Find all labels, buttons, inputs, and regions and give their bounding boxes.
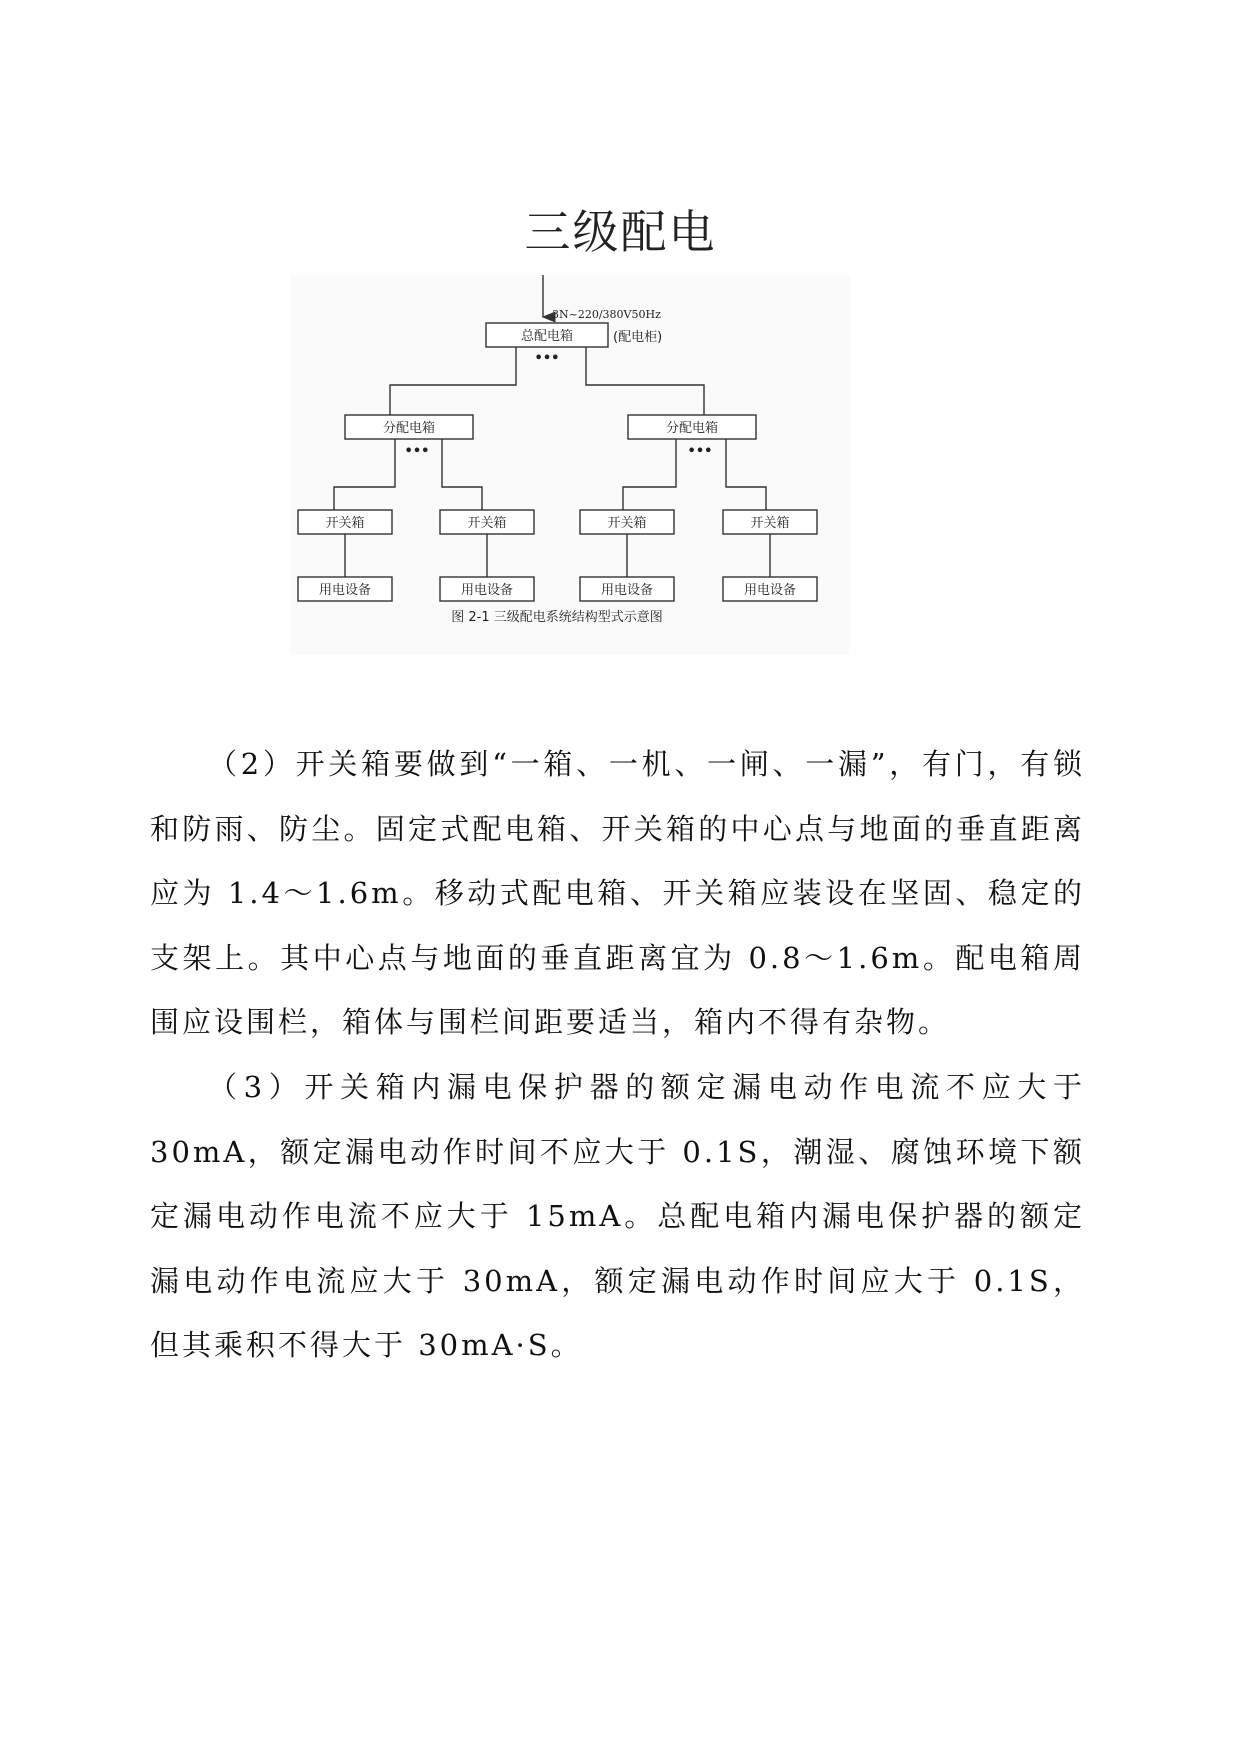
supply-label: 3N~220/380V50Hz — [552, 308, 661, 321]
paragraph-switch-box-requirements: （2）开关箱要做到“一箱、一机、一闸、一漏”，有门，有锁和防雨、防尘。固定式配电箱、开关箱的中心点与地面的垂直距离应为 1.4～1.6m。移动式配电箱、开关箱应装设在坚固、稳定的支架上。其中心点与地面的垂直距离宜为 0.8～1.6m。配电箱周围应设围栏，箱体与围栏间距要适当，箱内不得有杂物。 — [150, 747, 1085, 1039]
main-box-note: (配电柜) — [613, 330, 663, 345]
page-title: 三级配电 — [524, 205, 717, 259]
connector-main-left — [390, 347, 516, 415]
paragraph-leakage-protector-requirements: （3）开关箱内漏电保护器的额定漏电动作电流不应大于 30mA，额定漏电动作时间不应大于 0.1S，潮湿、腐蚀环境下额定漏电动作电流不应大于 15mA。总配电箱内漏电保护器的额定漏电动作电流应大于 30mA，额定漏电动作时间应大于 0.1S，但其乘积不得大于 30mA·S。 — [150, 1070, 1085, 1362]
switch-box-3-label: 开关箱 — [607, 516, 647, 531]
switch-box-2-label: 开关箱 — [467, 516, 507, 531]
distribution-box-right-label: 分配电箱 — [665, 421, 719, 436]
diagram-svg — [290, 275, 850, 655]
equipment-box-2-label: 用电设备 — [460, 583, 514, 598]
connector-dist-left-a — [334, 439, 395, 510]
distribution-left-ellipsis: ••• — [404, 444, 430, 459]
figure-caption: 图 2-1 三级配电系统结构型式示意图 — [451, 610, 663, 625]
connector-main-right — [586, 347, 704, 415]
connector-dist-right-b — [726, 439, 766, 510]
main-box-label: 总配电箱 — [520, 329, 574, 344]
connector-dist-right-a — [623, 439, 676, 510]
connector-dist-left-b — [442, 439, 482, 510]
distribution-right-ellipsis: ••• — [687, 444, 713, 459]
main-ellipsis: ••• — [534, 351, 560, 366]
equipment-box-3-label: 用电设备 — [600, 583, 654, 598]
distribution-diagram — [290, 275, 850, 655]
equipment-box-1-label: 用电设备 — [318, 583, 372, 598]
switch-box-1-label: 开关箱 — [325, 516, 365, 531]
equipment-box-4-label: 用电设备 — [743, 583, 797, 598]
switch-box-4-label: 开关箱 — [750, 516, 790, 531]
distribution-box-left-label: 分配电箱 — [382, 421, 436, 436]
